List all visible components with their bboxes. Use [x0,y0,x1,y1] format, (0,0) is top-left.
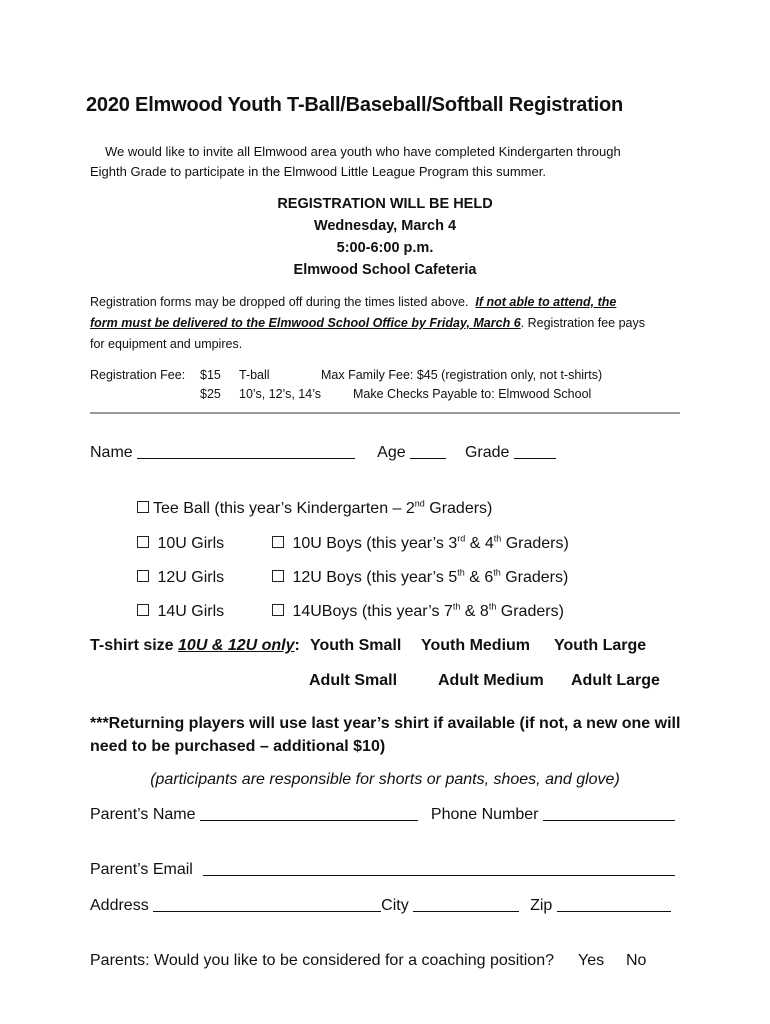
boys-10u-sup-2: th [493,533,502,544]
participants-note: (participants are responsible for shorts or pants, shoes, and glove) [150,771,620,788]
option-youth-small[interactable]: Youth Small [310,637,402,654]
zip-label: Zip [530,897,553,914]
checkbox-icon[interactable] [272,536,284,548]
dropoff-text: Registration forms may be dropped off during the times listed above. [90,295,469,309]
coaching-yes-option[interactable]: Yes [578,952,605,969]
dropoff-line-3: for equipment and umpires. [90,337,243,351]
teeball-label: Tee Ball (this year’s Kindergarten – 2 [153,500,415,517]
fee-amount-1: $15 [200,368,221,382]
fee-desc-1: T-ball [239,368,270,382]
checkbox-icon[interactable] [137,536,149,548]
parent-email-row [90,861,675,879]
option-adult-small[interactable]: Adult Small [309,672,398,689]
boys-10u-label: 10U Boys (this year’s 3 [292,535,458,552]
girls-14u-option[interactable] [137,603,224,621]
boys-12u-option[interactable] [272,569,568,587]
announcement-day: Wednesday, March 4 [313,218,457,234]
boys-10u-mid: & 4 [465,535,494,552]
dropoff-text-2: . Registration fee pays [520,316,646,330]
name-input[interactable] [137,457,355,459]
name-row [90,444,556,462]
option-youth-large[interactable]: Youth Large [554,637,647,654]
coaching-question: Parents: Would you like to be considered for a coaching position? [90,952,554,969]
coaching-no-option[interactable]: No [626,952,647,969]
announcement-place: Elmwood School Cafeteria [293,262,477,278]
parent-name-row [90,806,675,824]
boys-10u-sup-1: rd [457,533,466,544]
age-label: Age [377,444,406,461]
city-input[interactable] [413,910,519,912]
checkbox-icon[interactable] [137,570,149,582]
teeball-tail: Graders) [424,500,493,517]
boys-14u-label: 14UBoys (this year’s 7 [292,603,453,620]
fee-label: Registration Fee: [90,368,186,382]
tshirt-qualifier: 10U & 12U only [178,637,295,654]
dropoff-emphasis-2: form must be delivered to the Elmwood School Office by Friday, March 6 [90,316,521,330]
teeball-option[interactable] [137,500,492,518]
checkbox-icon[interactable] [137,604,149,616]
parent-name-input[interactable] [200,819,418,821]
page-title: 2020 Elmwood Youth T-Ball/Baseball/Softball Registration [86,94,624,116]
girls-12u-option[interactable] [137,569,224,587]
intro-line-2: Eighth Grade to participate in the Elmwood Little League Program this summer. [90,164,546,179]
boys-12u-sup-2: th [493,567,501,578]
option-youth-medium[interactable]: Youth Medium [421,637,531,654]
boys-14u-sup-1: th [452,601,461,612]
address-label: Address [90,897,149,914]
tshirt-label: T-shirt size [90,637,174,654]
max-family-fee: Max Family Fee: $45 (registration only, not t-shirts) [321,368,603,382]
boys-10u-option[interactable] [272,535,569,553]
address-input[interactable] [153,910,381,912]
option-adult-medium[interactable]: Adult Medium [438,672,544,689]
intro-line-1: We would like to invite all Elmwood area youth who have completed Kindergarten through [105,144,621,159]
phone-label: Phone Number [430,806,539,823]
boys-12u-sup-1: th [457,567,465,578]
girls-12u-label: 12U Girls [157,569,225,586]
parent-email-label: Parent’s Email [90,861,193,878]
boys-14u-tail: Graders) [496,603,564,620]
checkbox-icon[interactable] [272,604,284,616]
returning-line-1: ***Returning players will use last year’s shirt if available (if not, a new one will [90,715,681,732]
name-label: Name [90,444,133,461]
tshirt-label-row [90,637,300,655]
parent-email-input[interactable] [203,874,675,876]
grade-label: Grade [464,444,510,461]
girls-10u-option[interactable] [137,535,224,553]
boys-14u-mid: & 8 [460,603,489,620]
phone-input[interactable] [543,819,675,821]
announcement-heading: REGISTRATION WILL BE HELD [277,196,493,212]
divider [90,412,680,414]
address-row [90,897,671,915]
zip-input[interactable] [557,910,671,912]
girls-10u-label: 10U Girls [157,535,225,552]
grade-input[interactable] [514,457,556,459]
boys-14u-sup-2: th [488,601,497,612]
dropoff-emphasis-1: If not able to attend, the [475,295,617,309]
dropoff-line-1 [90,295,616,309]
age-input[interactable] [410,457,446,459]
city-label: City [381,897,409,914]
fee-desc-2: 10’s, 12’s, 14’s [239,387,322,401]
tshirt-colon: : [294,637,300,654]
boys-10u-tail: Graders) [501,535,569,552]
boys-14u-option[interactable] [272,603,564,621]
fee-amount-2: $25 [200,387,221,401]
option-adult-large[interactable]: Adult Large [571,672,660,689]
returning-line-2: need to be purchased – additional $10) [90,738,386,755]
teeball-sup: nd [414,498,425,509]
payable-to: Make Checks Payable to: Elmwood School [353,387,592,401]
checkbox-icon[interactable] [137,501,149,513]
boys-12u-mid: & 6 [464,569,494,586]
announcement-time: 5:00-6:00 p.m. [336,240,434,256]
boys-12u-label: 12U Boys (this year’s 5 [292,569,458,586]
boys-12u-tail: Graders) [500,569,569,586]
dropoff-line-2 [90,316,645,330]
parent-name-label: Parent’s Name [90,806,196,823]
girls-14u-label: 14U Girls [157,603,225,620]
checkbox-icon[interactable] [272,570,284,582]
